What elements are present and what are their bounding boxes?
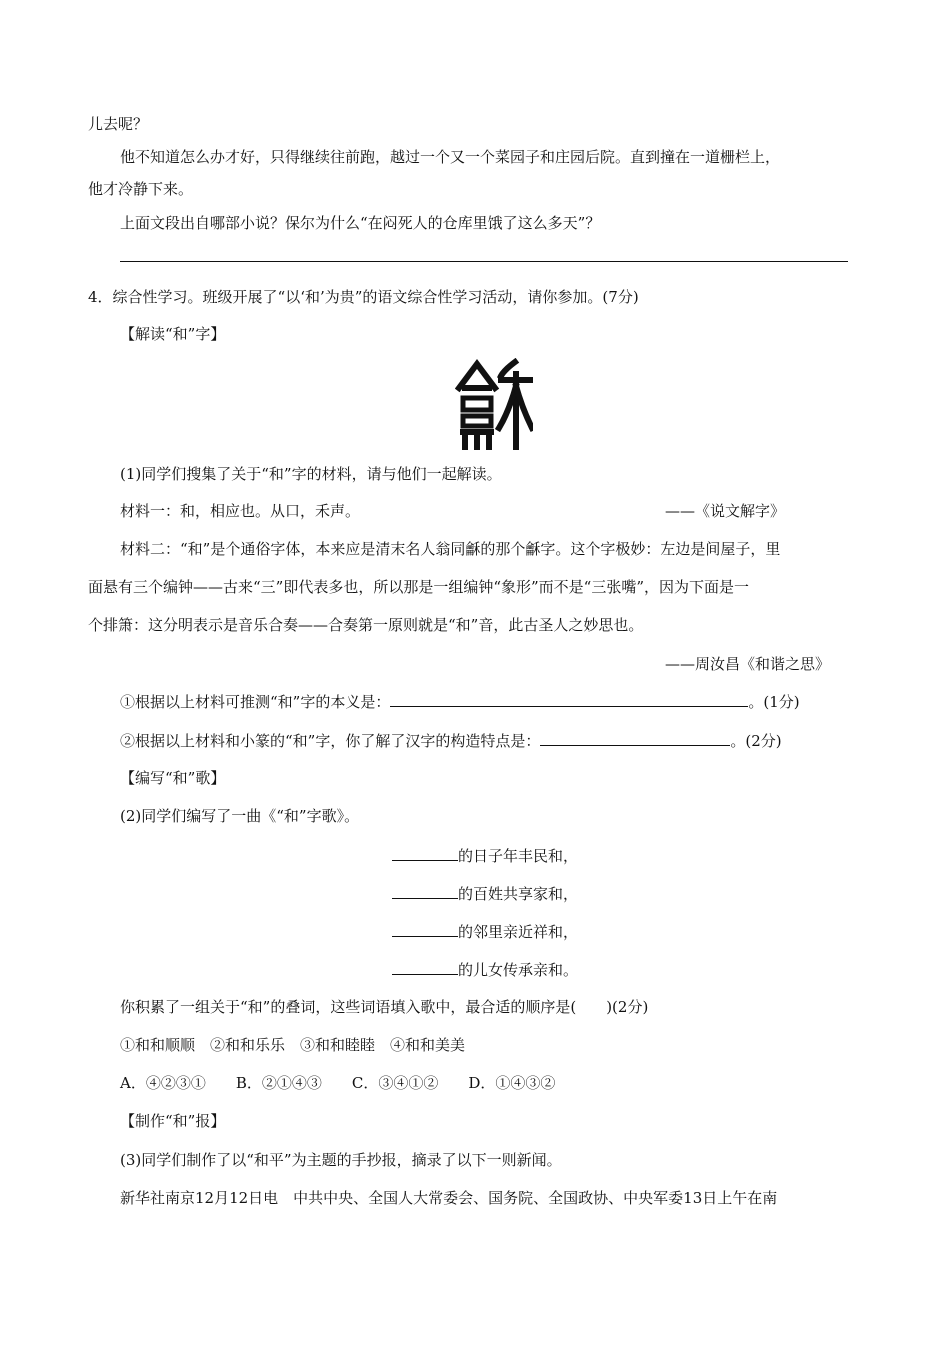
answer-line: [120, 261, 848, 262]
excerpt-question: 上面文段出自哪部小说？保尔为什么“在闷死人的仓库里饿了这么多天”？: [120, 214, 601, 232]
section-heading-interpret: 【解读“和”字】: [120, 325, 226, 343]
material-2-line-3: 个排箫：这分明表示是音乐合奏——合奏第一原则就是“和”音，此古圣人之妙思也。: [88, 616, 644, 634]
item-2-suffix: 。(2分): [730, 732, 782, 750]
song-line-2: [392, 882, 578, 905]
song-blank-4[interactable]: [392, 958, 458, 975]
q4-title: 4．综合性学习。班级开展了“以‘和’为贵”的语文综合性学习活动，请你参加。(7分): [88, 288, 639, 306]
item-2-prefix: ②根据以上材料和小篆的“和”字，你了解了汉字的构造特点是：: [120, 732, 541, 750]
section-heading-song: 【编写“和”歌】: [120, 769, 226, 787]
order-question: 你积累了一组关于“和”的叠词，这些词语填入歌中，最合适的顺序是( )(2分): [120, 998, 649, 1016]
answer-options[interactable]: A．④②③① B．②①④③ C．③④①② D．①④③②: [120, 1074, 556, 1092]
seal-character-glyph: [455, 358, 533, 450]
section-heading-newspaper: 【制作“和”报】: [120, 1112, 226, 1130]
excerpt-line-3: 他才冷静下来。: [88, 180, 194, 198]
song-blank-1[interactable]: [392, 844, 458, 861]
item-1: [120, 690, 800, 713]
excerpt-line-2: 他不知道怎么办才好，只得继续往前跑，越过一个又一个菜园子和庄园后院。直到撞在一道栅栏上，: [120, 148, 781, 166]
word-list: ①和和顺顺 ②和和乐乐 ③和和睦睦 ④和和美美: [120, 1036, 466, 1054]
seal-script-character-image: [455, 358, 533, 450]
song-blank-2[interactable]: [392, 882, 458, 899]
item-1-prefix: ①根据以上材料可推测“和”字的本义是：: [120, 693, 391, 711]
material-2-line-2: 面悬有三个编钟——古来“三”即代表多也，所以那是一组编钟“象形”而不是“三张嘴”，因为下面是一: [88, 578, 750, 596]
song-text-3: 的邻里亲近祥和，: [458, 923, 579, 941]
sub-question-3: (3)同学们制作了以“和平”为主题的手抄报，摘录了以下一则新闻。: [120, 1151, 562, 1169]
item-1-suffix: 。(1分): [748, 693, 800, 711]
material-1: 材料一：和，相应也。从口，禾声。: [120, 502, 361, 520]
item-2-blank[interactable]: [540, 729, 730, 746]
material-1-source: ——《说文解字》: [665, 502, 786, 520]
item-2: [120, 729, 782, 752]
song-text-1: 的日子年丰民和，: [458, 847, 579, 865]
song-text-2: 的百姓共享家和，: [458, 885, 579, 903]
sub-question-1: (1)同学们搜集了关于“和”字的材料，请与他们一起解读。: [120, 465, 502, 483]
song-blank-3[interactable]: [392, 920, 458, 937]
song-line-4: [392, 958, 578, 981]
sub-question-2: (2)同学们编写了一曲《“和”字歌》。: [120, 807, 360, 825]
item-1-blank[interactable]: [390, 690, 748, 707]
song-line-1: [392, 844, 578, 867]
song-line-3: [392, 920, 578, 943]
material-2-source: ——周汝昌《和谐之思》: [665, 655, 831, 673]
excerpt-line-1: 儿去呢？: [88, 115, 149, 133]
news-line-1: 新华社南京12月12日电 中共中央、全国人大常委会、国务院、全国政协、中央军委13日上午在南: [120, 1189, 778, 1207]
song-text-4: 的儿女传承亲和。: [458, 961, 579, 979]
material-2-line-1: 材料二：“和”是个通俗字体，本来应是清末名人翁同龢的那个龢字。这个字极妙：左边是间屋子，里: [120, 540, 781, 558]
